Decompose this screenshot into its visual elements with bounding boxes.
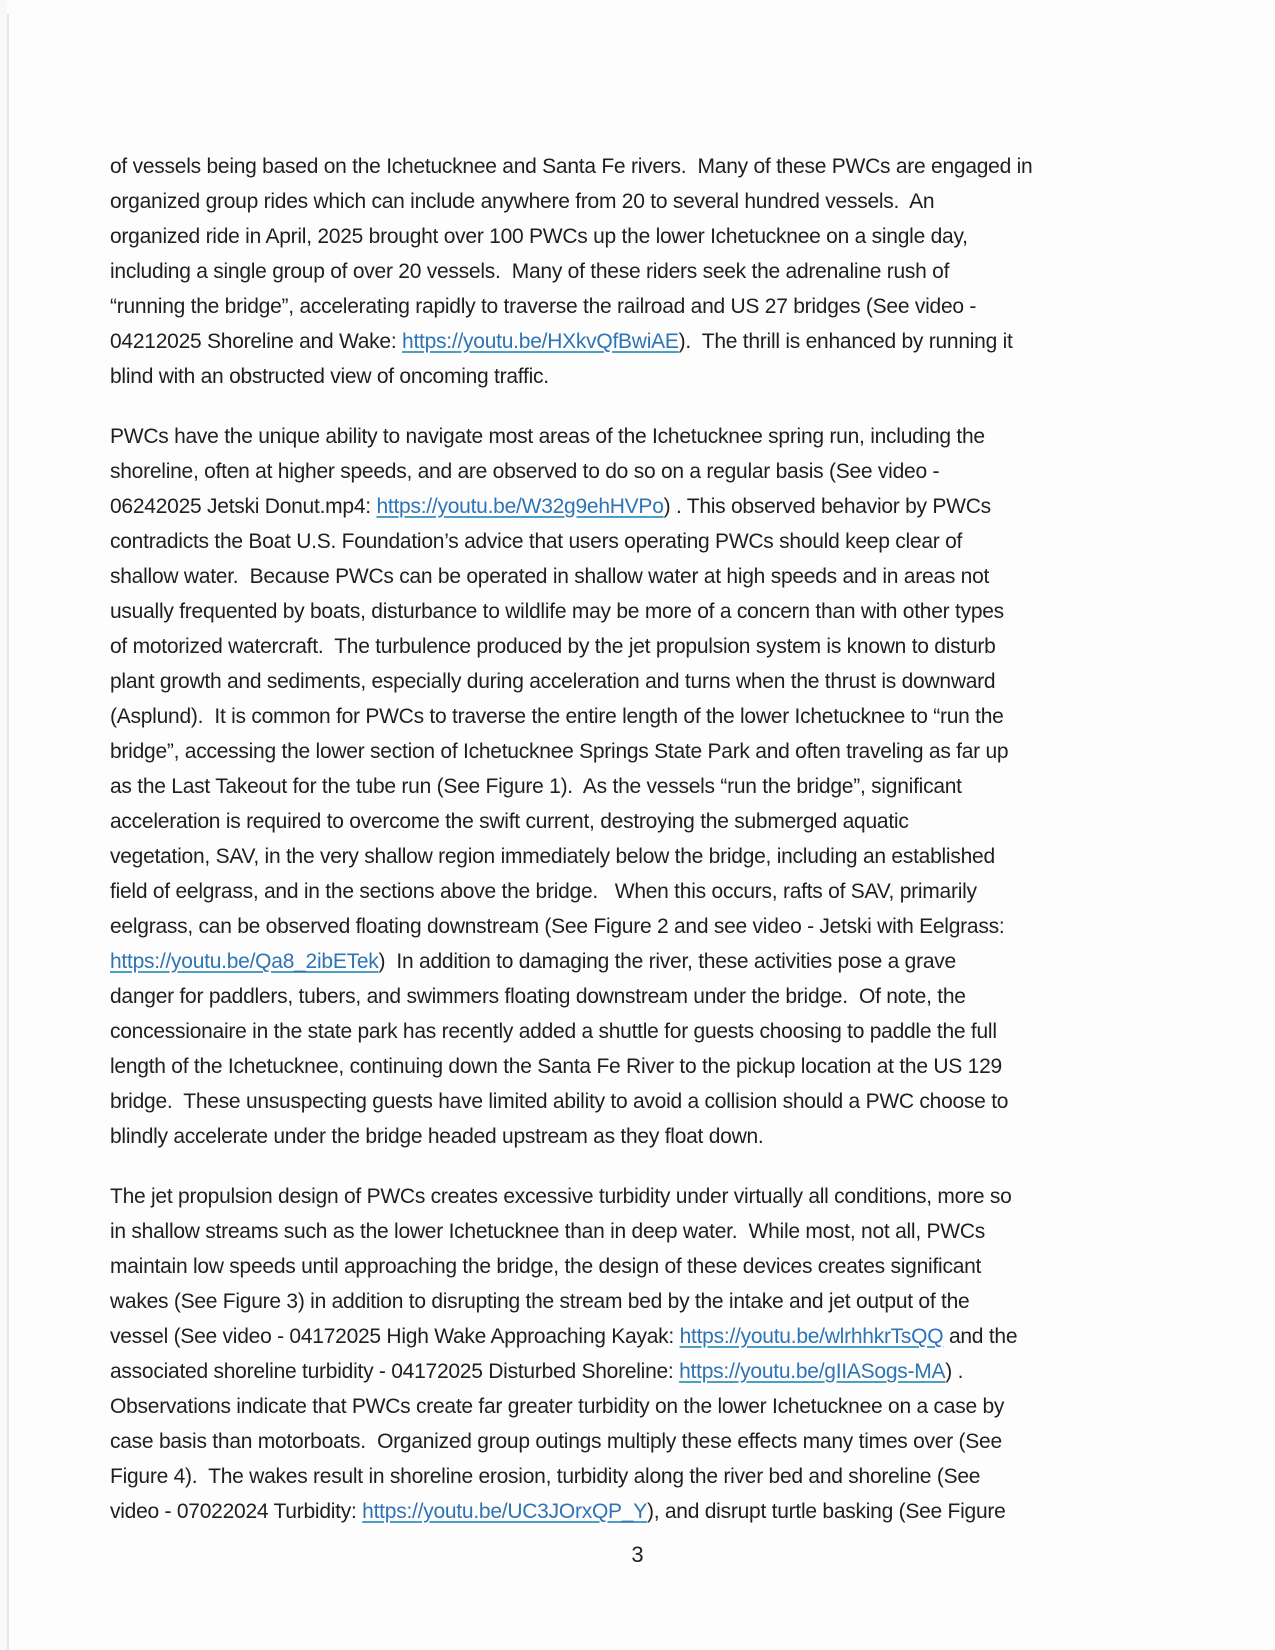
hyperlink[interactable]: https://youtu.be/Qa8_2ibETek bbox=[110, 950, 379, 973]
text-line bbox=[110, 664, 1120, 699]
hyperlink[interactable]: https://youtu.be/W32g9ehHVPo bbox=[376, 495, 664, 518]
text-line bbox=[110, 419, 1120, 454]
text-run: in shallow streams such as the lower Ichetucknee than in deep water. While most, not all, PWCs bbox=[110, 1220, 985, 1243]
text-line bbox=[110, 1049, 1120, 1084]
scan-edge-line bbox=[7, 14, 9, 1650]
paragraph bbox=[110, 1179, 1120, 1529]
text-run: associated shoreline turbidity - 04172025 Disturbed Shoreline: bbox=[110, 1360, 680, 1383]
text-line bbox=[110, 1354, 1120, 1389]
text-line bbox=[110, 1214, 1120, 1249]
hyperlink[interactable]: https://youtu.be/gIIASogs-MA bbox=[679, 1360, 946, 1383]
text-line bbox=[110, 874, 1120, 909]
text-run: “running the bridge”, accelerating rapidly to traverse the railroad and US 27 bridges (See video - bbox=[110, 295, 977, 318]
document-body bbox=[110, 149, 1120, 1554]
text-run: and the bbox=[943, 1325, 1018, 1348]
text-run: ) In addition to damaging the river, these activities pose a grave bbox=[378, 950, 956, 973]
text-run: of vessels being based on the Ichetucknee and Santa Fe rivers. Many of these PWCs are engaged in bbox=[110, 155, 1033, 178]
text-run: case basis than motorboats. Organized group outings multiply these effects many times over (See bbox=[110, 1430, 1002, 1453]
text-line bbox=[110, 1249, 1120, 1284]
text-run: ). The thrill is enhanced by running it bbox=[678, 330, 1013, 353]
text-run: shoreline, often at higher speeds, and are observed to do so on a regular basis (See video - bbox=[110, 460, 940, 483]
text-run: ), and disrupt turtle basking (See Figure bbox=[646, 1500, 1006, 1523]
hyperlink[interactable]: https://youtu.be/UC3JOrxQP_Y bbox=[362, 1500, 647, 1523]
text-run: The jet propulsion design of PWCs creates excessive turbidity under virtually all conditions, more so bbox=[110, 1185, 1012, 1208]
text-run: organized ride in April, 2025 brought over 100 PWCs up the lower Ichetucknee on a single day, bbox=[110, 225, 968, 248]
text-line bbox=[110, 1494, 1120, 1529]
text-line bbox=[110, 184, 1120, 219]
text-run: 06242025 Jetski Donut.mp4: bbox=[110, 495, 377, 518]
text-line bbox=[110, 1179, 1120, 1214]
text-run: field of eelgrass, and in the sections above the bridge. When this occurs, rafts of SAV, primarily bbox=[110, 880, 977, 903]
text-line bbox=[110, 1389, 1120, 1424]
text-run: video - 07022024 Turbidity: bbox=[110, 1500, 363, 1523]
page-number: 3 bbox=[631, 1542, 644, 1567]
text-line bbox=[110, 1459, 1120, 1494]
text-line bbox=[110, 1284, 1120, 1319]
text-run: bridge”, accessing the lower section of Ichetucknee Springs State Park and often traveling as far up bbox=[110, 740, 1009, 763]
text-line bbox=[110, 1014, 1120, 1049]
text-run: blindly accelerate under the bridge headed upstream as they float down. bbox=[110, 1125, 764, 1148]
text-line bbox=[110, 524, 1120, 559]
text-run: PWCs have the unique ability to navigate most areas of the Ichetucknee spring run, including the bbox=[110, 425, 985, 448]
text-run: Figure 4). The wakes result in shoreline erosion, turbidity along the river bed and shoreline (See bbox=[110, 1465, 981, 1488]
text-run: blind with an obstructed view of oncoming traffic. bbox=[110, 365, 549, 388]
text-line bbox=[110, 594, 1120, 629]
text-line bbox=[110, 219, 1120, 254]
text-line bbox=[110, 254, 1120, 289]
text-run: usually frequented by boats, disturbance to wildlife may be more of a concern than with other types bbox=[110, 600, 1004, 623]
text-run: contradicts the Boat U.S. Foundation’s advice that users operating PWCs should keep clear of bbox=[110, 530, 963, 553]
text-run: danger for paddlers, tubers, and swimmers floating downstream under the bridge. Of note, the bbox=[110, 985, 966, 1008]
text-run: ) . bbox=[945, 1360, 964, 1383]
text-line bbox=[110, 944, 1120, 979]
text-line bbox=[110, 359, 1120, 394]
text-run: vegetation, SAV, in the very shallow region immediately below the bridge, including an established bbox=[110, 845, 995, 868]
text-line bbox=[110, 909, 1120, 944]
paragraph bbox=[110, 149, 1120, 394]
text-run: plant growth and sediments, especially during acceleration and turns when the thrust is downward bbox=[110, 670, 996, 693]
text-run: of motorized watercraft. The turbulence produced by the jet propulsion system is known to disturb bbox=[110, 635, 996, 658]
text-run: bridge. These unsuspecting guests have limited ability to avoid a collision should a PWC choose to bbox=[110, 1090, 1009, 1113]
text-line bbox=[110, 454, 1120, 489]
text-run: concessionaire in the state park has recently added a shuttle for guests choosing to paddle the full bbox=[110, 1020, 997, 1043]
text-run: organized group rides which can include anywhere from 20 to several hundred vessels. An bbox=[110, 190, 935, 213]
text-run: ) . This observed behavior by PWCs bbox=[663, 495, 991, 518]
text-line bbox=[110, 559, 1120, 594]
text-line bbox=[110, 1119, 1120, 1154]
text-line bbox=[110, 629, 1120, 664]
text-run: maintain low speeds until approaching the bridge, the design of these devices creates significant bbox=[110, 1255, 982, 1278]
text-line bbox=[110, 1424, 1120, 1459]
text-run: 04212025 Shoreline and Wake: bbox=[110, 330, 403, 353]
text-line bbox=[110, 324, 1120, 359]
text-line bbox=[110, 699, 1120, 734]
text-line bbox=[110, 979, 1120, 1014]
text-run: shallow water. Because PWCs can be operated in shallow water at high speeds and in areas not bbox=[110, 565, 990, 588]
text-line bbox=[110, 839, 1120, 874]
text-line bbox=[110, 769, 1120, 804]
text-run: wakes (See Figure 3) in addition to disrupting the stream bed by the intake and jet output of the bbox=[110, 1290, 970, 1313]
scan-margin-strip bbox=[0, 0, 7, 1650]
text-run: Observations indicate that PWCs create far greater turbidity on the lower Ichetucknee on a case by bbox=[110, 1395, 1005, 1418]
text-line bbox=[110, 734, 1120, 769]
text-run: including a single group of over 20 vessels. Many of these riders seek the adrenaline rush of bbox=[110, 260, 950, 283]
text-line bbox=[110, 489, 1120, 524]
hyperlink[interactable]: https://youtu.be/wlrhhkrTsQQ bbox=[679, 1325, 944, 1348]
text-run: (Asplund). It is common for PWCs to traverse the entire length of the lower Ichetucknee to “run the bbox=[110, 705, 1004, 728]
text-run: eelgrass, can be observed floating downstream (See Figure 2 and see video - Jetski with Eelgrass: bbox=[110, 915, 1005, 938]
text-run: length of the Ichetucknee, continuing down the Santa Fe River to the pickup location at the US 129 bbox=[110, 1055, 1002, 1078]
text-line bbox=[110, 289, 1120, 324]
paragraph bbox=[110, 419, 1120, 1154]
hyperlink[interactable]: https://youtu.be/HXkvQfBwiAE bbox=[402, 330, 679, 353]
text-run: as the Last Takeout for the tube run (See Figure 1). As the vessels “run the bridge”, significant bbox=[110, 775, 962, 798]
text-run: acceleration is required to overcome the swift current, destroying the submerged aquatic bbox=[110, 810, 909, 833]
text-line bbox=[110, 1319, 1120, 1354]
text-line bbox=[110, 149, 1120, 184]
text-run: vessel (See video - 04172025 High Wake Approaching Kayak: bbox=[110, 1325, 680, 1348]
text-line bbox=[110, 804, 1120, 839]
text-line bbox=[110, 1084, 1120, 1119]
